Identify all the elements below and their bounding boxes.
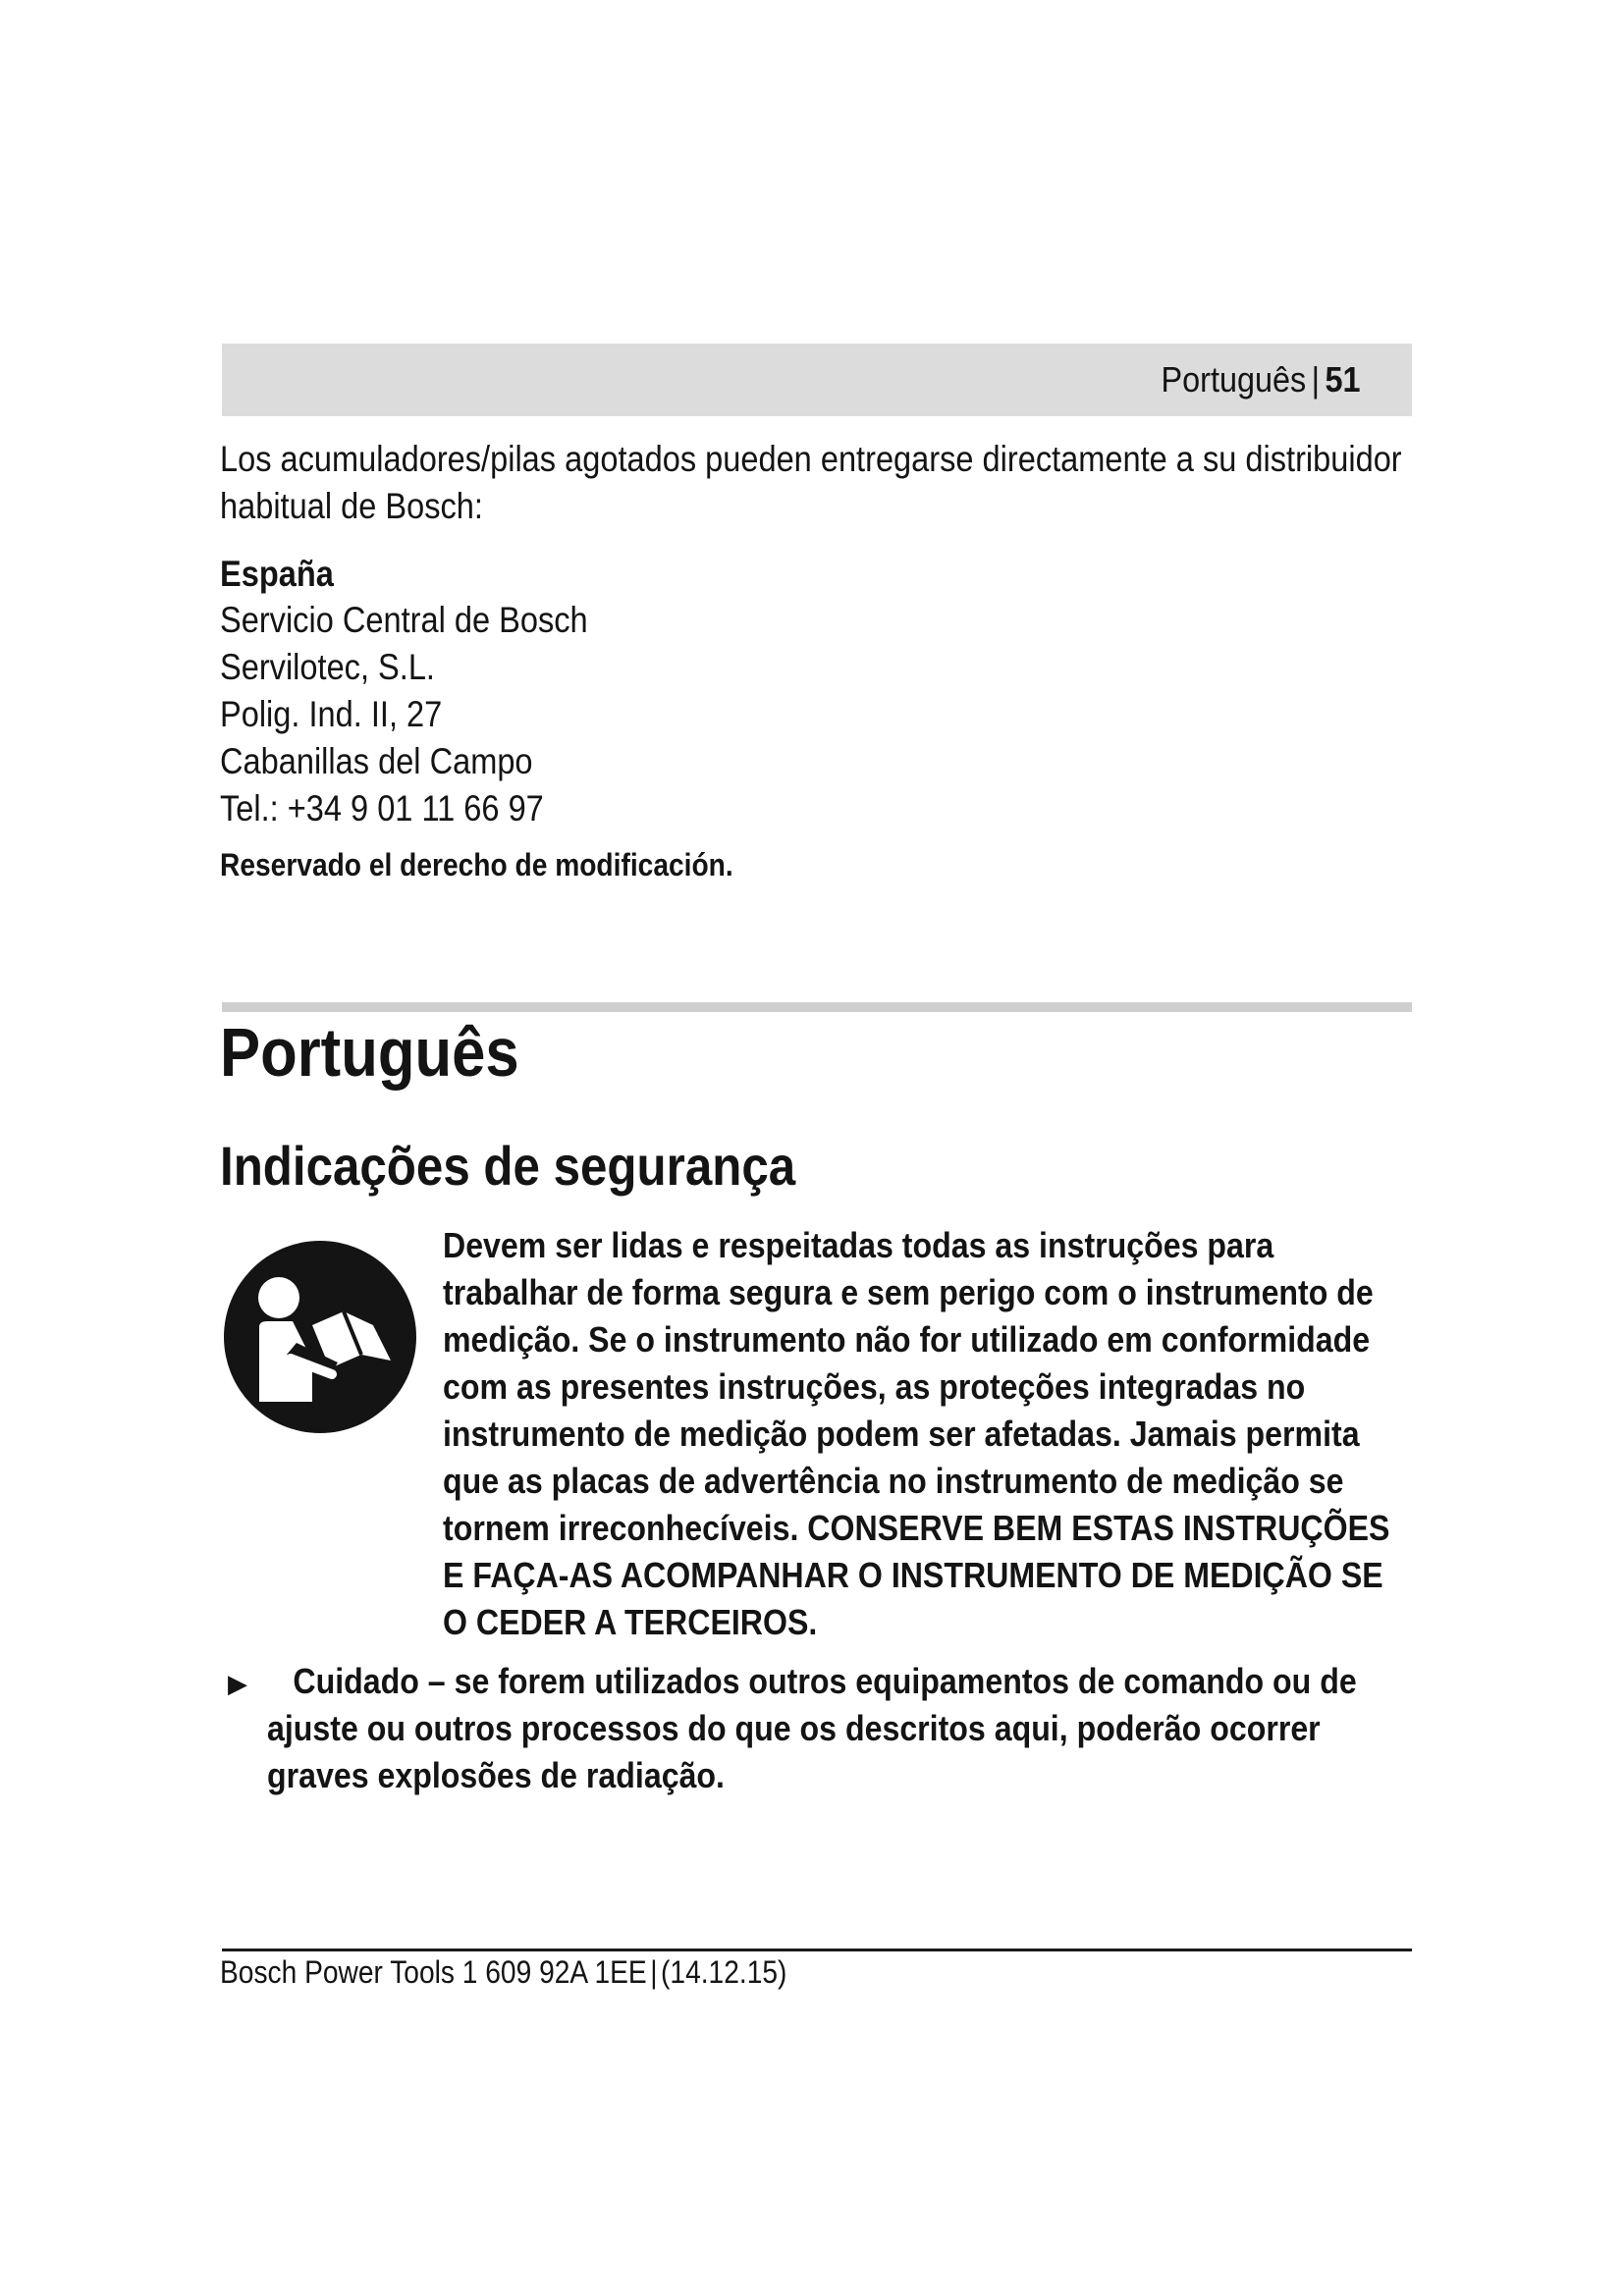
country-name: España [220,554,334,594]
footer-doc-number: 1 609 92A 1EE [461,1954,647,1990]
country-heading [220,552,1412,597]
safety-warning [443,1222,1412,1646]
page-header [222,344,1412,416]
footer-date: (14.12.15) [661,1954,787,1990]
disposal-intro-text: Los acumuladores/pilas agotados pueden entregarse directamente a su distribuidor habitual de Bosch: [220,439,1402,526]
header-language: Português [1162,359,1307,400]
page-footer [220,1951,1412,1993]
header-text [1162,357,1361,402]
address-line: Polig. Ind. II, 27 [220,694,443,734]
section-title [220,1011,1412,1094]
header-separator: | [1312,359,1321,400]
footer-separator: | [650,1954,658,1990]
address-line: Servicio Central de Bosch [220,600,588,640]
read-manual-icon [222,1239,418,1435]
address-line: Cabanillas del Campo [220,741,533,781]
disposal-intro [220,436,1412,530]
reserved-notice-text: Reservado el derecho de modificación. [220,847,733,882]
address-line: Servilotec, S.L. [220,647,435,687]
footer-brand: Bosch Power Tools [220,1954,455,1990]
page-number: 51 [1325,359,1361,400]
laser-caution [267,1658,1412,1799]
address-phone: Tel.: +34 9 01 11 66 97 [220,788,544,828]
subsection-title-text: Indicações de segurança [220,1135,796,1197]
section-title-text: Português [220,1014,519,1091]
subsection-title [220,1131,1412,1201]
service-address [220,597,1412,832]
reserved-notice [220,844,1412,885]
laser-caution-text: Cuidado – se forem utilizados outros equipamentos de comando ou de ajuste ou outros processos do que os descritos aqui, poderão ocorrer graves explosões de radiação. [267,1661,1357,1795]
safety-warning-text: Devem ser lidas e respeitadas todas as instruções para trabalhar de forma segura e sem perigo com o instrumento de medição. Se o instrumento não for utilizado em conformidade com as presentes instruções, as proteções integradas no instrumento de medição podem ser afetadas. Jamais permita que as placas de advertência no instrumento de medição se tornem irreconhecíveis. CONSERVE BEM ESTAS INSTRUÇÕES E FAÇA-AS ACOMPANHAR O INSTRUMENTO DE MEDIÇÃO SE O CEDER A TERCEIROS. [443,1225,1390,1642]
triangle-bullet-icon: ▶ [228,1669,247,1698]
